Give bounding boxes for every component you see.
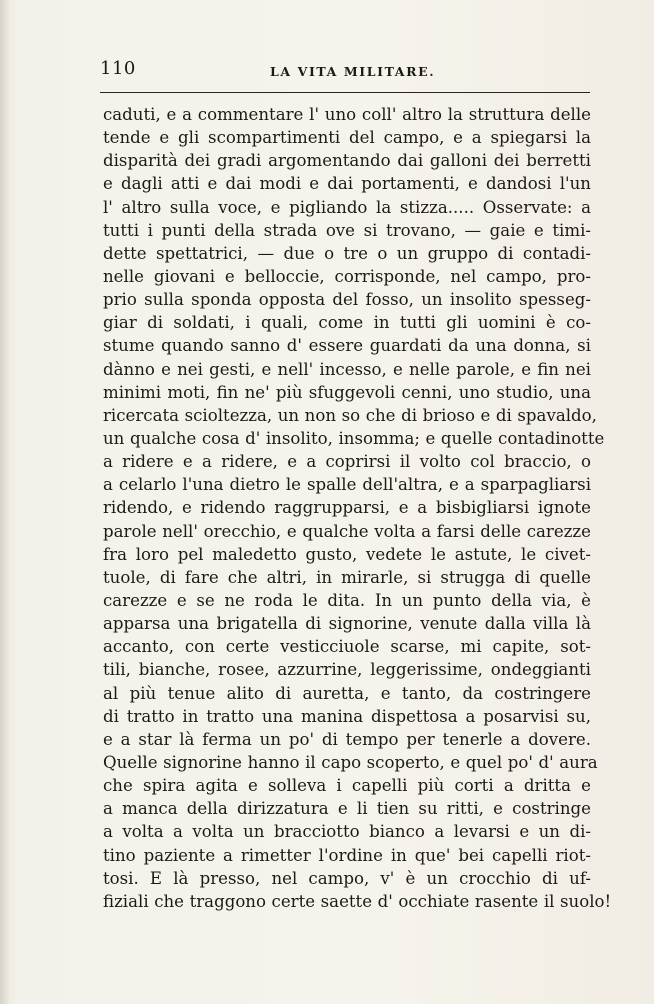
text-line: fra loro pel maledetto gusto, vedete le astute, le civet-: [103, 544, 591, 564]
text-line: nelle giovani e belloccie, corrisponde, nel campo, pro-: [103, 266, 591, 286]
binding-shadow: [0, 0, 10, 1004]
text-line: a volta a volta un bracciotto bianco a levarsi e un di-: [103, 822, 591, 842]
text-line: dànno e nei gesti, e nell' incesso, e nelle parole, e fin nei: [103, 359, 591, 379]
text-line: che spira agita e solleva i capelli più corti a dritta e: [103, 776, 591, 796]
page-header: [100, 58, 590, 88]
text-line: minimi moti, fin ne' più sfuggevoli cenni, uno studio, una: [103, 382, 591, 402]
text-line: l' altro sulla voce, e pigliando la stizza..... Osservate: a: [103, 197, 591, 217]
text-line: a celarlo l'una dietro le spalle dell'altra, e a sparpagliarsi: [103, 475, 591, 495]
text-line: tili, bianche, rosee, azzurrine, leggerissime, ondeggianti: [103, 660, 591, 680]
text-line: di tratto in tratto una manina dispettosa a posarvisi su,: [103, 706, 591, 726]
page-number: 110: [100, 58, 136, 79]
text-line: tosi. E là presso, nel campo, v' è un crocchio di uf-: [103, 868, 591, 888]
text-line: a manca della dirizzatura e li tien su ritti, e costringe: [103, 799, 591, 819]
text-line: ridendo, e ridendo raggrupparsi, e a bisbigliarsi ignote: [103, 498, 591, 518]
text-line: parole nell' orecchio, e qualche volta a farsi delle carezze: [103, 521, 591, 541]
text-line: dette spettatrici, — due o tre o un gruppo di contadi-: [103, 243, 591, 263]
text-line: giar di soldati, i quali, come in tutti gli uomini è co-: [103, 313, 591, 333]
header-rule: [100, 92, 590, 93]
text-line: tuole, di fare che altri, in mirarle, si strugga di quelle: [103, 567, 591, 587]
text-line: disparità dei gradi argomentando dai galloni dei berretti: [103, 151, 591, 171]
text-line: ricercata scioltezza, un non so che di brioso e di spavaldo,: [103, 405, 597, 425]
text-line: a ridere e a ridere, e a coprirsi il volto col braccio, o: [103, 452, 591, 472]
text-line: tende e gli scompartimenti del campo, e a spiegarsi la: [103, 128, 591, 148]
text-line: prio sulla sponda opposta del fosso, un insolito spesseg-: [103, 290, 591, 310]
text-line: fiziali che traggono certe saette d' occhiate rasente il suolo!: [103, 891, 612, 911]
text-line: e dagli atti e dai modi e dai portamenti, e dandosi l'un: [103, 174, 591, 194]
text-line: apparsa una brigatella di signorine, venute dalla villa là: [103, 614, 591, 634]
text-line: caduti, e a commentare l' uno coll' altro la struttura delle: [103, 105, 591, 124]
running-title: LA VITA MILITARE.: [270, 64, 436, 79]
text-line: un qualche cosa d' insolito, insomma; e quelle contadinotte: [103, 428, 605, 448]
text-line: tutti i punti della strada ove si trovano, — gaie e timi-: [103, 220, 591, 240]
body-text: [103, 103, 612, 913]
text-line: e a star là ferma un po' di tempo per tenerle a dovere.: [103, 729, 591, 749]
text-line: Quelle signorine hanno il capo scoperto, e quel po' d' aura: [103, 752, 598, 772]
text-line: accanto, con certe vesticciuole scarse, mi capite, sot-: [103, 637, 591, 657]
text-line: carezze e se ne roda le dita. In un punto della via, è: [103, 590, 591, 610]
text-line: tino paziente a rimetter l'ordine in que' bei capelli riot-: [103, 845, 591, 865]
text-line: stume quando sanno d' essere guardati da una donna, si: [103, 336, 591, 356]
text-line: al più tenue alito di auretta, e tanto, da costringere: [103, 683, 591, 703]
